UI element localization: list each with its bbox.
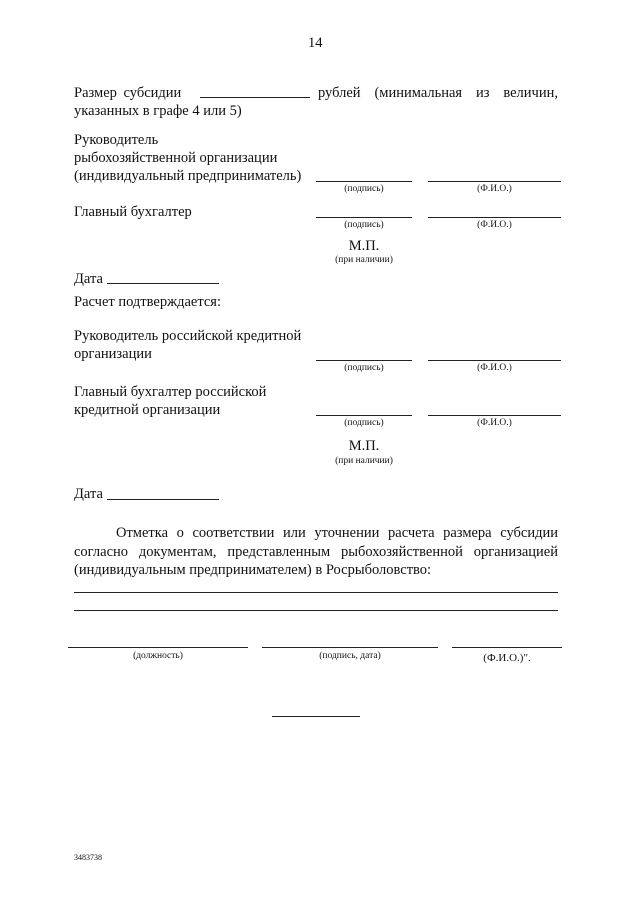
signature-date-caption: (подпись, дата) <box>319 651 381 661</box>
org-head-signature-line <box>316 181 412 182</box>
document-code: 3483738 <box>74 853 102 862</box>
subsidy-amount-blank <box>200 97 310 98</box>
bank-head-signature-line <box>316 360 412 361</box>
page-number: 14 <box>308 35 323 51</box>
signature-date-line <box>262 647 438 648</box>
org-head-line3: (индивидуальный предприниматель) <box>74 168 302 184</box>
bank-head-fio-caption: (Ф.И.О.) <box>477 363 512 373</box>
chief-accountant-signature-caption: (подпись) <box>344 220 384 230</box>
bank-accountant-signature-line <box>316 415 412 416</box>
bank-accountant-line2: кредитной организации <box>74 402 221 418</box>
bank-accountant-fio-caption: (Ф.И.О.) <box>477 418 512 428</box>
mark-line2: согласно документам, представленным рыбохозяйственной организацией <box>74 544 558 560</box>
stamp-note-2: (при наличии) <box>335 456 393 466</box>
stamp-label: М.П. <box>348 238 380 254</box>
subsidy-label: Размер субсидии <box>74 85 182 101</box>
org-head-line2: рыбохозяйственной организации <box>74 150 278 166</box>
final-fio-caption: (Ф.И.О.)". <box>483 652 531 664</box>
stamp-note: (при наличии) <box>335 255 393 265</box>
mark-line3: (индивидуальным предпринимателем) в Росрыболовство: <box>74 562 432 578</box>
mark-fill-line-2 <box>74 610 558 611</box>
chief-accountant-signature-line <box>316 217 412 218</box>
bank-accountant-line1: Главный бухгалтер российской <box>74 384 267 400</box>
bank-head-fio-line <box>428 360 561 361</box>
bank-accountant-signature-caption: (подпись) <box>344 418 384 428</box>
chief-accountant-fio-line <box>428 217 561 218</box>
mark-fill-line-1 <box>74 592 558 593</box>
chief-accountant-fio-caption: (Ф.И.О.) <box>477 220 512 230</box>
mark-line1: Отметка о соответствии или уточнении расчета размера субсидии <box>116 525 558 541</box>
closing-separator <box>272 716 360 717</box>
chief-accountant-label: Главный бухгалтер <box>74 204 192 220</box>
org-head-signature-caption: (подпись) <box>344 184 384 194</box>
subsidy-unit-text: рублей (минимальная из величин, <box>318 85 558 101</box>
org-head-fio-line <box>428 181 561 182</box>
date-blank <box>107 283 219 284</box>
final-fio-line <box>452 647 562 648</box>
date-blank-2 <box>107 499 219 500</box>
stamp-label-2: М.П. <box>348 438 380 454</box>
bank-head-line1: Руководитель российской кредитной <box>74 328 302 344</box>
confirmed-label: Расчет подтверждается: <box>74 294 222 310</box>
org-head-line1: Руководитель <box>74 132 159 148</box>
position-caption: (должность) <box>133 651 183 661</box>
subsidy-note: указанных в графе 4 или 5) <box>74 103 242 119</box>
bank-head-line2: организации <box>74 346 152 362</box>
position-line <box>68 647 248 648</box>
org-head-fio-caption: (Ф.И.О.) <box>477 184 512 194</box>
date-label: Дата <box>74 271 103 287</box>
bank-accountant-fio-line <box>428 415 561 416</box>
date-label-2: Дата <box>74 486 103 502</box>
bank-head-signature-caption: (подпись) <box>344 363 384 373</box>
